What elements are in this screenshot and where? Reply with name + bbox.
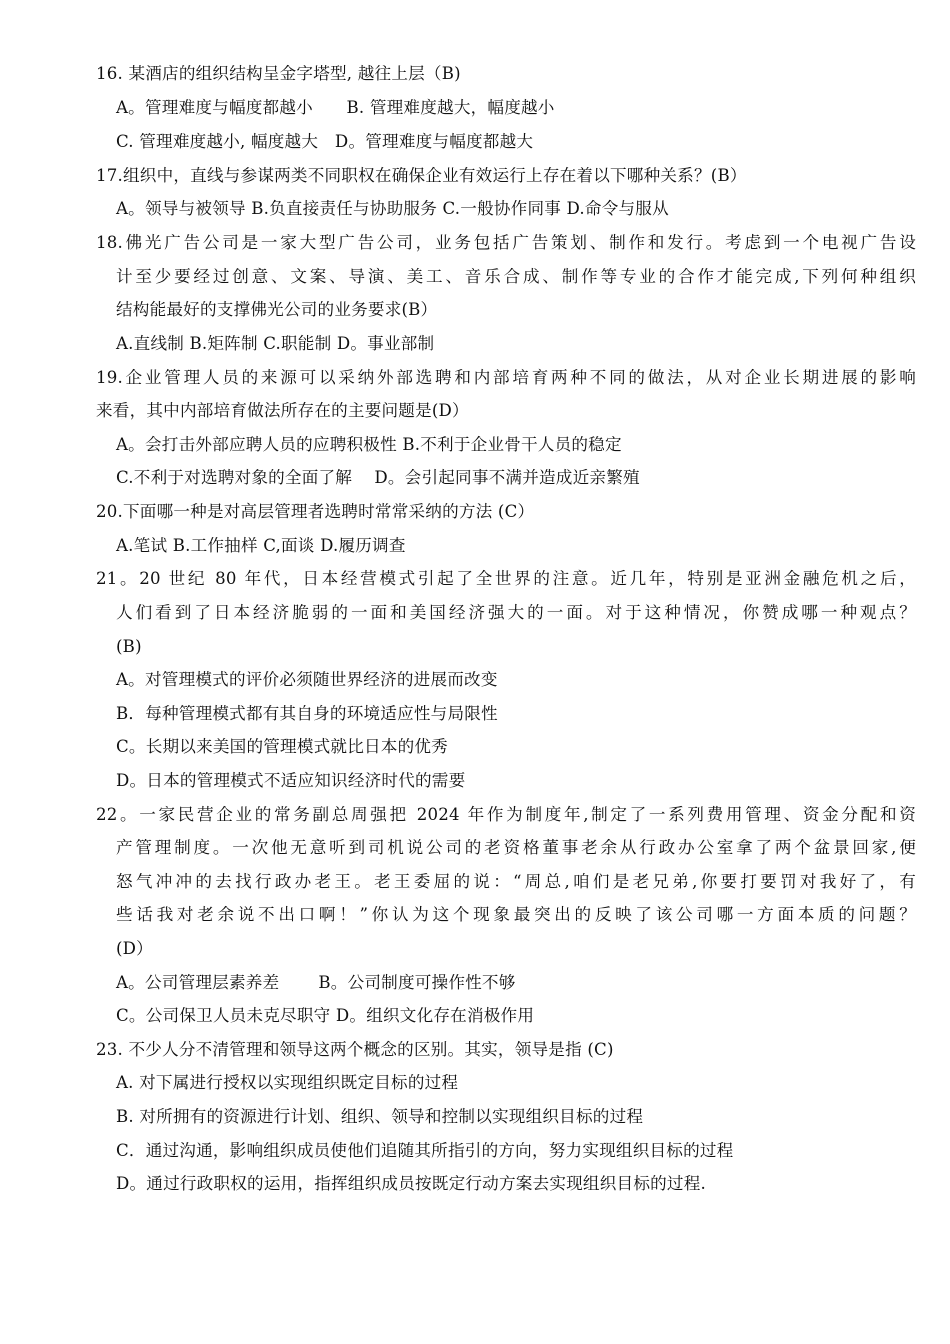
question-19-option-line: C.不利于对选聘对象的全面了解 D。会引起同事不满并造成近亲繁殖 (116, 468, 640, 487)
question-21-option-line: A。对管理模式的评价必须随世界经济的进展而改变 (116, 670, 498, 689)
question-21-stem-line: 人们看到了日本经济脆弱的一面和美国经济强大的一面。对于这种情况，你赞成哪一种观点？ (116, 603, 916, 622)
question-19-option-line: A。会打击外部应聘人员的应聘积极性 B.不利于企业骨干人员的稳定 (116, 435, 622, 454)
question-16-option-line: A。管理难度与幅度都越小 B. 管理难度越大，幅度越小 (116, 98, 555, 117)
question-22-stem-line: 怒气冲冲的去找行政办老王。老王委屈的说：“周总,咱们是老兄弟,你要打要罚对我好了，有 (116, 872, 916, 891)
question-22-option-line: C。公司保卫人员未克尽职守 D。组织文化存在消极作用 (116, 1006, 535, 1025)
question-21-option-line: C。长期以来美国的管理模式就比日本的优秀 (116, 737, 448, 756)
question-23-stem: 23. 不少人分不清管理和领导这两个概念的区别。其实，领导是指 (C) (96, 1040, 614, 1059)
question-17-option-line: A。领导与被领导 B.负直接责任与协助服务 C.一般协作同事 D.命令与服从 (116, 199, 669, 218)
question-16-stem: 16. 某酒店的组织结构呈金字塔型, 越往上层（B) (96, 64, 461, 83)
question-22-stem-line: 22。一家民营企业的常务副总周强把 2024 年作为制度年,制定了一系列费用管理、资金分配和资 (96, 805, 916, 824)
question-18-option-line: A.直线制 B.矩阵制 C.职能制 D。事业部制 (116, 334, 435, 353)
question-23-option-line: B. 对所拥有的资源进行计划、组织、领导和控制以实现组织目标的过程 (116, 1107, 644, 1126)
question-19-stem-line: 19.企业管理人员的来源可以采纳外部选聘和内部培育两种不同的做法，从对企业长期进展的影响 (96, 368, 916, 387)
question-22-stem-line: 些话我对老余说不出口啊！”你认为这个现象最突出的反映了该公司哪一方面本质的问题？ (116, 905, 916, 924)
question-22-stem-line: (D） (116, 939, 153, 958)
question-21-option-line: D。日本的管理模式不适应知识经济时代的需要 (116, 771, 466, 790)
question-21-stem-line: 21。20 世纪 80 年代，日本经营模式引起了全世界的注意。近几年，特别是亚洲金融危机之后， (96, 569, 916, 588)
question-20-option-line: A.笔试 B.工作抽样 C,面谈 D.履历调查 (116, 536, 406, 555)
question-18-stem-line: 计至少要经过创意、文案、导演、美工、音乐合成、制作等专业的合作才能完成,下列何种组织 (116, 267, 916, 286)
question-23-option-line: D。通过行政职权的运用，指挥组织成员按既定行动方案去实现组织目标的过程. (116, 1174, 706, 1193)
question-23-option-line: A. 对下属进行授权以实现组织既定目标的过程 (116, 1073, 459, 1092)
question-22-stem-line: 产管理制度。一次他无意听到司机说公司的老资格董事老余从行政办公室拿了两个盆景回家,便 (116, 838, 916, 857)
question-21-option-line: B．每种管理模式都有其自身的环境适应性与局限性 (116, 704, 498, 723)
question-18-stem-line: 结构能最好的支撑佛光公司的业务要求(B） (116, 300, 438, 319)
question-17-stem: 17.组织中，直线与参谋两类不同职权在确保企业有效运行上存在着以下哪种关系？(B） (96, 166, 747, 185)
question-16-option-line: C. 管理难度越小, 幅度越大 D。管理难度与幅度都越大 (116, 132, 534, 151)
question-20-stem: 20.下面哪一种是对高层管理者选聘时常常采纳的方法 (C） (96, 502, 535, 521)
question-23-option-line: C．通过沟通，影响组织成员使他们追随其所指引的方向，努力实现组织目标的过程 (116, 1141, 734, 1160)
question-19-stem-line: 来看，其中内部培育做法所存在的主要问题是(D） (96, 401, 469, 420)
question-22-option-line: A。公司管理层素养差 B。公司制度可操作性不够 (116, 973, 516, 992)
question-18-stem-line: 18.佛光广告公司是一家大型广告公司，业务包括广告策划、制作和发行。考虑到一个电视广告设 (96, 233, 916, 252)
question-21-stem-line: (B) (116, 637, 142, 656)
